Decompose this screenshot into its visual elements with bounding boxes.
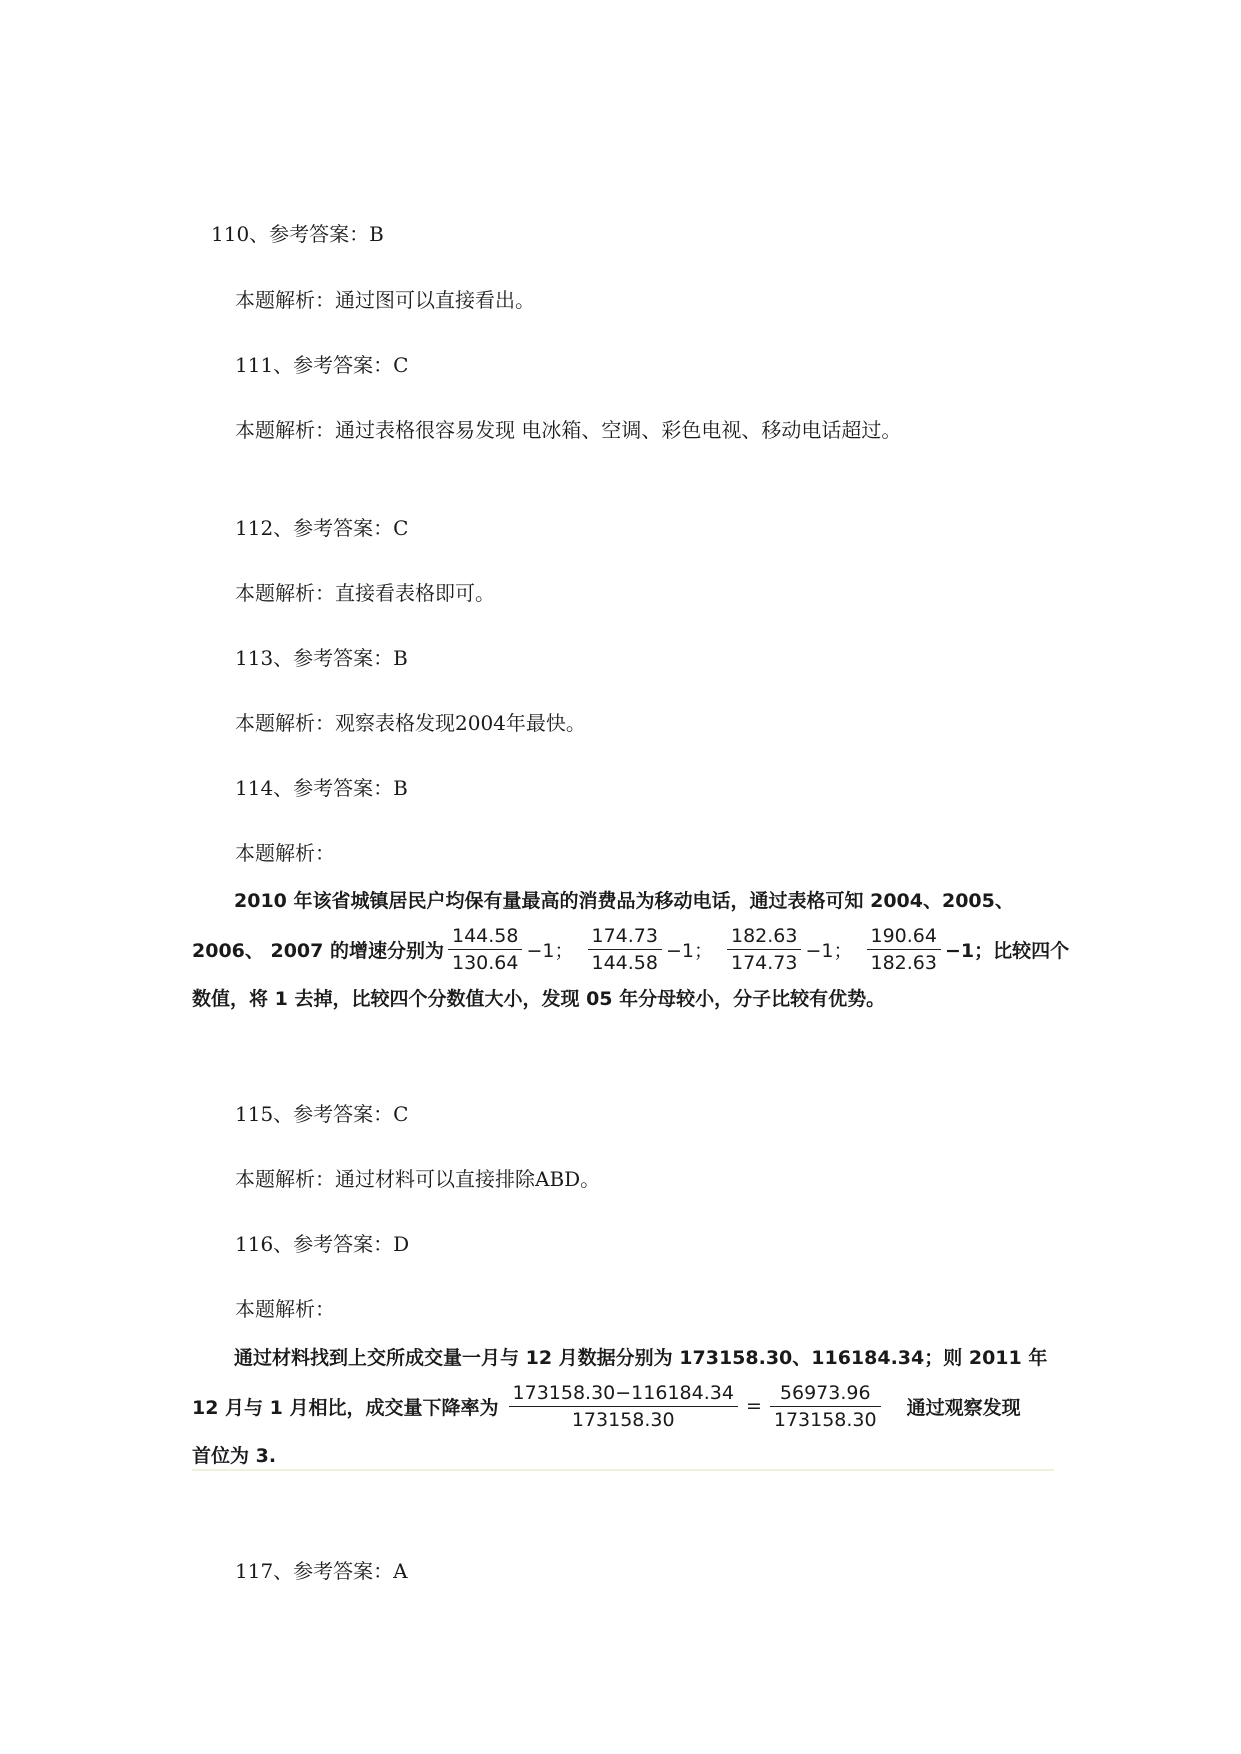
fraction-3	[727, 923, 801, 976]
analysis-block-116	[192, 1342, 1052, 1468]
fraction-2-suffix: −1；	[665, 939, 713, 962]
analysis-115: 本题解析：通过材料可以直接排除ABD。	[235, 1167, 601, 1191]
fraction-4-den: 182.63	[870, 951, 937, 974]
answer-112: 112、参考答案：C	[235, 516, 409, 540]
answer-116: 116、参考答案：D	[235, 1232, 410, 1256]
analysis-block-114	[192, 885, 1070, 1011]
fraction-2	[588, 923, 662, 976]
block114-line1: 2010 年该省城镇居民户均保有量最高的消费品为移动电话，通过表格可知 2004、2005、	[234, 889, 1014, 912]
fraction-b-den: 173158.30	[773, 1408, 877, 1431]
block116-line1: 通过材料找到上交所成交量一月与 12 月数据分别为 173158.30、116184.34；则 2011 年	[234, 1346, 1048, 1369]
answer-114: 114、参考答案：B	[235, 776, 408, 800]
fraction-1	[448, 923, 522, 976]
block116-line3: 首位为 3.	[192, 1444, 277, 1467]
answer-113: 113、参考答案：B	[235, 646, 408, 670]
fraction-b-num: 56973.96	[770, 1380, 881, 1407]
fraction-a	[509, 1380, 738, 1433]
analysis-116: 本题解析：	[235, 1297, 335, 1321]
divider-line	[192, 1469, 1054, 1471]
fraction-3-den: 174.73	[731, 951, 798, 974]
fraction-a-den: 173158.30	[571, 1408, 675, 1431]
analysis-114: 本题解析：	[235, 841, 335, 865]
fraction-2-den: 144.58	[591, 951, 658, 974]
fraction-3-num: 182.63	[727, 923, 801, 950]
answer-115: 115、参考答案：C	[235, 1102, 409, 1126]
analysis-112: 本题解析：直接看表格即可。	[235, 581, 495, 605]
fraction-a-num: 173158.30−116184.34	[509, 1380, 738, 1407]
equals-sign: =	[745, 1395, 762, 1417]
analysis-110: 本题解析：通过图可以直接看出。	[235, 288, 535, 312]
block116-line2-prefix: 12 月与 1 月相比，成交量下降率为	[192, 1396, 499, 1419]
fraction-2-num: 174.73	[588, 923, 662, 950]
fraction-4-suffix: −1；比较四个	[944, 939, 1070, 962]
block114-line2-prefix: 2006、 2007 的增速分别为	[192, 939, 444, 962]
fraction-1-num: 144.58	[448, 923, 522, 950]
fraction-4	[867, 923, 941, 976]
block116-line2-suffix: 通过观察发现	[906, 1396, 1021, 1419]
answer-111: 111、参考答案：C	[235, 353, 409, 377]
block114-line3: 数值，将 1 去掉，比较四个分数值大小，发现 05 年分母较小，分子比较有优势。	[192, 987, 886, 1010]
fraction-3-suffix: −1；	[805, 939, 853, 962]
block116-line2	[192, 1376, 1052, 1436]
fraction-1-suffix: −1；	[526, 939, 574, 962]
fraction-4-num: 190.64	[867, 923, 941, 950]
analysis-111: 本题解析：通过表格很容易发现 电冰箱、空调、彩色电视、移动电话超过。	[235, 418, 902, 442]
block114-line2	[192, 919, 1070, 979]
answer-110: 110、参考答案：B	[211, 222, 384, 246]
analysis-113: 本题解析：观察表格发现2004年最快。	[235, 711, 586, 735]
fraction-b	[770, 1380, 881, 1433]
fraction-1-den: 130.64	[452, 951, 519, 974]
answer-117: 117、参考答案：A	[235, 1559, 408, 1583]
